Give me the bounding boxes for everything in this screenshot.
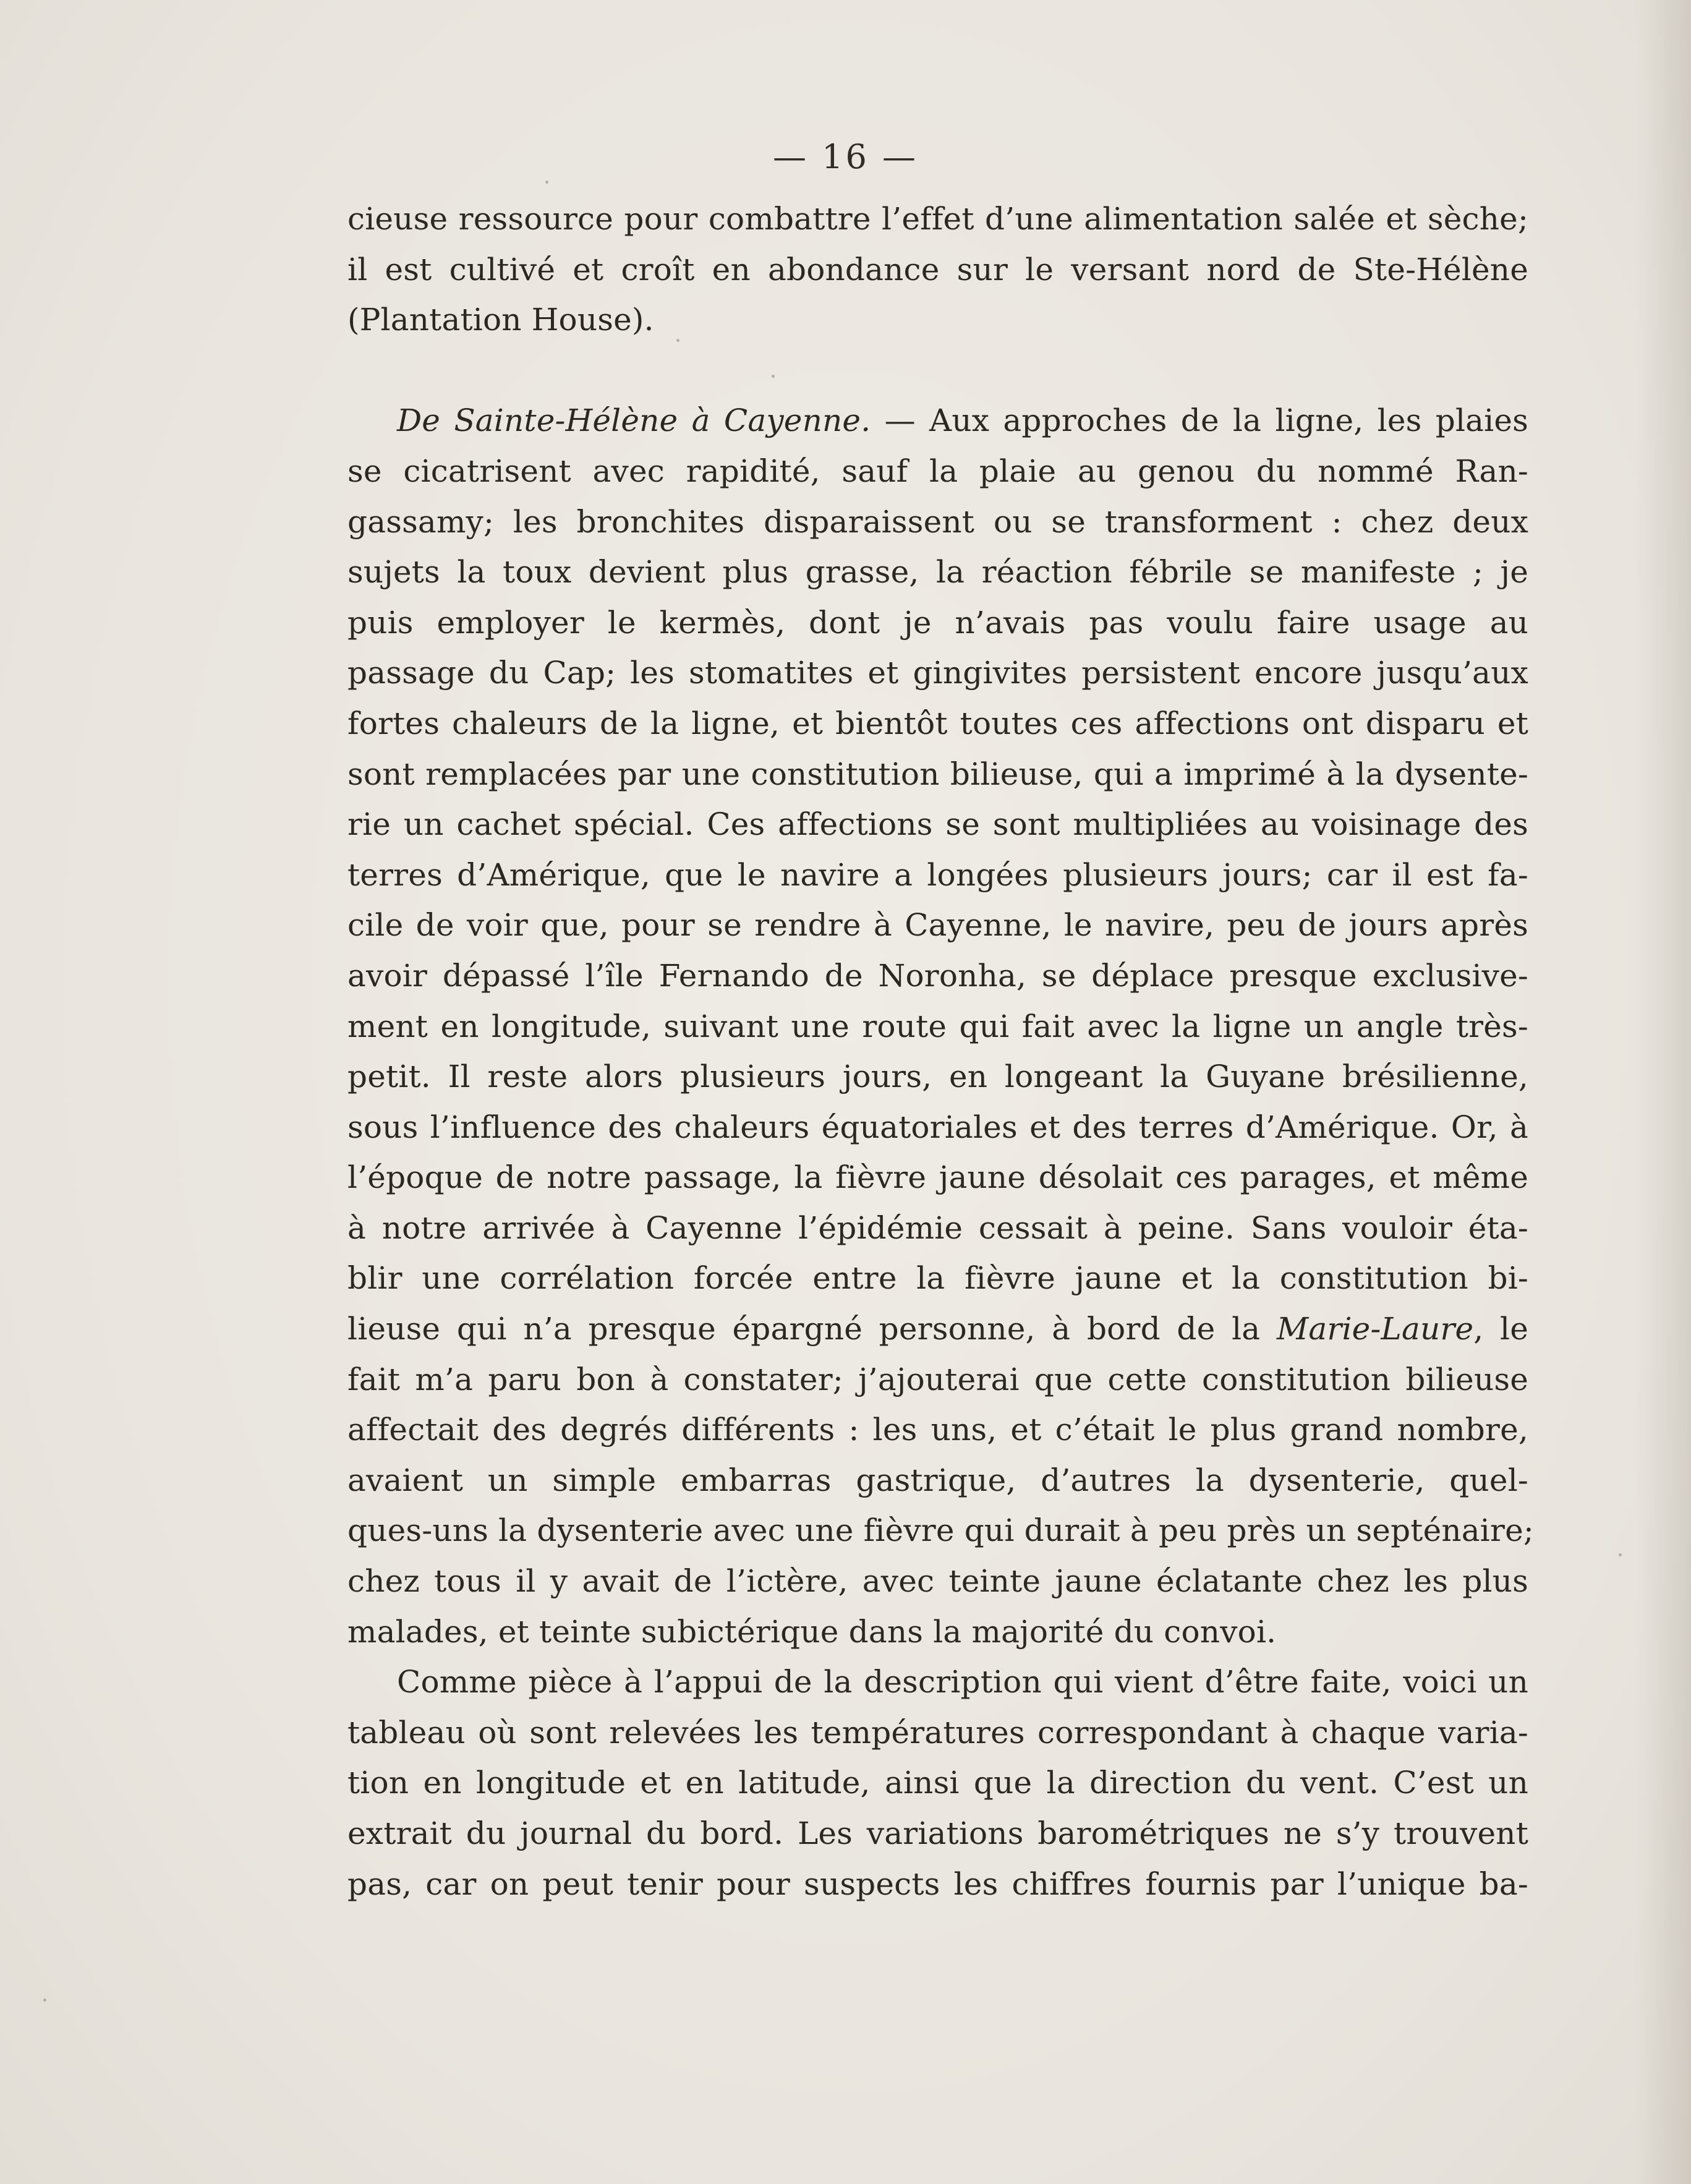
text-run: , le <box>1473 1311 1528 1347</box>
text-line: se cicatrisent avec rapidité, sauf la plaie au genou du nommé Ran- <box>347 453 1528 489</box>
scan-speck <box>772 375 775 378</box>
text-line: rie un cachet spécial. Ces affections se sont multipliées au voisinage des <box>347 806 1528 843</box>
page-number: — 16 — <box>772 137 919 176</box>
text-line: sont remplacées par une constitution bilieuse, qui a imprimé à la dysente- <box>347 756 1528 792</box>
paragraph-gap <box>347 346 1528 396</box>
text-line: petit. Il reste alors plusieurs jours, en longeant la Guyane brésilienne, <box>347 1059 1528 1095</box>
text-line: cile de voir que, pour se rendre à Cayenne, le navire, peu de jours après <box>347 907 1528 944</box>
text-line: cieuse ressource pour combattre l’effet d’une alimentation salée et sèche; <box>347 201 1528 237</box>
body-text <box>347 194 1534 1909</box>
text-line: tableau où sont relevées les températures correspondant à chaque varia- <box>347 1714 1528 1751</box>
text-line: avaient un simple embarras gastrique, d’autres la dysenterie, quel- <box>347 1462 1528 1498</box>
text-line: ques-uns la dysenterie avec une fièvre qui durait à peu près un septénaire; <box>347 1512 1534 1549</box>
text-line: avoir dépassé l’île Fernando de Noronha, se déplace presque exclusive- <box>347 957 1528 994</box>
text-line: ment en longitude, suivant une route qui fait avec la ligne un angle très- <box>347 1008 1528 1044</box>
text-line: puis employer le kermès, dont je n’avais pas voulu faire usage au <box>347 604 1528 641</box>
text-run: lieuse qui n’a presque épargné personne, à bord de la <box>347 1311 1277 1347</box>
text-line: affectait des degrés différents : les uns, et c’était le plus grand nombre, <box>347 1412 1528 1448</box>
text-line: passage du Cap; les stomatites et gingivites persistent encore jusqu’aux <box>347 655 1528 691</box>
text-line: sous l’influence des chaleurs équatoriales et des terres d’Amérique. Or, à <box>347 1109 1528 1145</box>
text-line-ship <box>347 1304 1528 1355</box>
text-line: Comme pièce à l’appui de la description qui vient d’être faite, voici un <box>397 1664 1528 1700</box>
text-line: sujets la toux devient plus grasse, la réaction fébrile se manifeste ; je <box>347 554 1528 591</box>
text-line: pas, car on peut tenir pour suspects les chiffres fournis par l’unique ba- <box>347 1866 1528 1902</box>
text-line: il est cultivé et croît en abondance sur le versant nord de Ste-Hélène <box>347 251 1528 288</box>
text-line: gassamy; les bronchites disparaissent ou se transforment : chez deux <box>347 503 1528 540</box>
text-line: (Plantation House). <box>347 302 654 338</box>
scan-speck <box>676 339 679 342</box>
text-line: à notre arrivée à Cayenne l’épidémie cessait à peine. Sans vouloir éta- <box>347 1209 1528 1246</box>
ship-name: Marie-Laure <box>1276 1311 1474 1347</box>
text-run: — Aux approches de la ligne, les plaies <box>871 403 1528 439</box>
text-line: fait m’a paru bon à constater; j’ajouterai que cette constitution bilieuse <box>347 1361 1528 1397</box>
scan-speck <box>545 181 548 184</box>
text-line: l’époque de notre passage, la fièvre jaune désolait ces parages, et même <box>347 1159 1528 1196</box>
section-heading-line <box>347 396 1528 446</box>
text-line: malades, et teinte subictérique dans la majorité du convoi. <box>347 1613 1277 1650</box>
scan-speck <box>1619 1553 1622 1556</box>
page-edge-shadow <box>1635 0 1691 2184</box>
text-line: chez tous il y avait de l’ictère, avec teinte jaune éclatante chez les plus <box>347 1563 1528 1600</box>
text-line: terres d’Amérique, que le navire a longées plusieurs jours; car il est fa- <box>347 856 1528 893</box>
text-line: tion en longitude et en latitude, ainsi que la direction du vent. C’est un <box>347 1765 1528 1801</box>
text-line: fortes chaleurs de la ligne, et bientôt toutes ces affections ont disparu et <box>347 705 1528 741</box>
text-line: blir une corrélation forcée entre la fièvre jaune et la constitution bi- <box>347 1260 1528 1297</box>
scan-speck <box>43 1998 46 2002</box>
text-line: extrait du journal du bord. Les variations barométriques ne s’y trouvent <box>347 1815 1528 1851</box>
section-heading: De Sainte-Hélène à Cayenne. <box>397 403 871 439</box>
